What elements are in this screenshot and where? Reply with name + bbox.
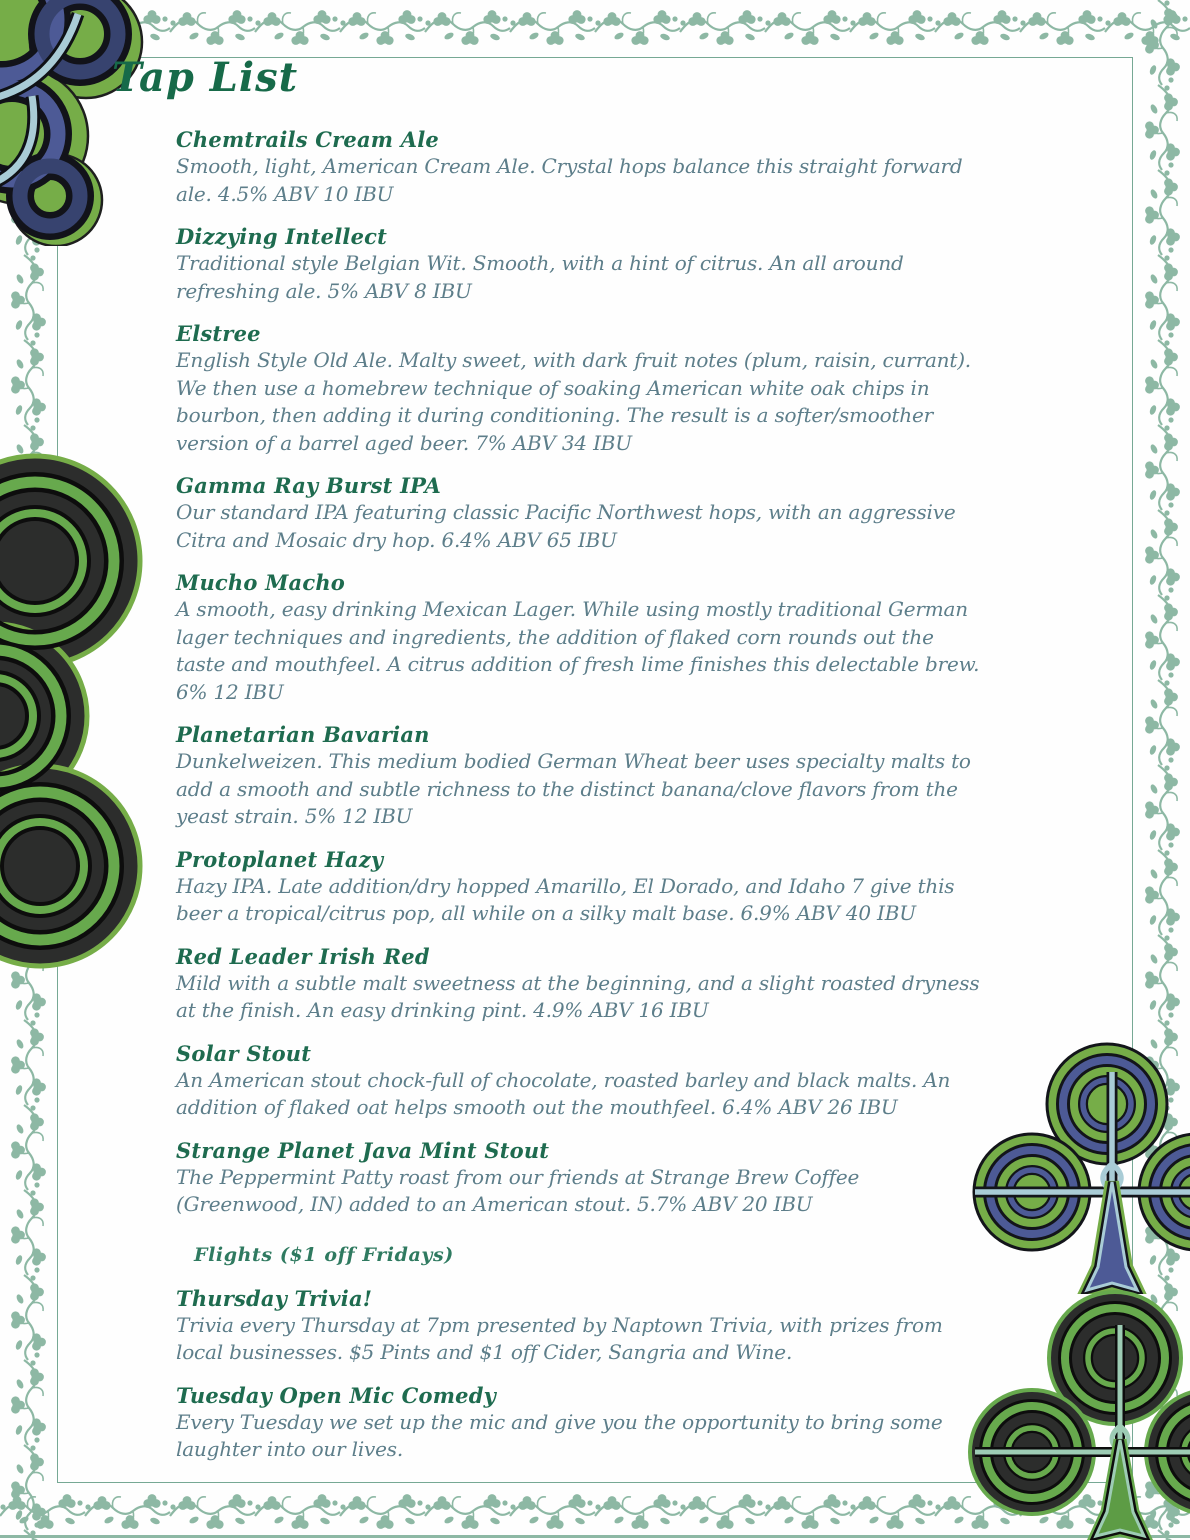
event-entry — [176, 1382, 982, 1464]
beer-name: Protoplanet Hazy — [176, 846, 384, 872]
beer-name: Mucho Macho — [176, 570, 346, 595]
page-title: Tap List — [112, 54, 299, 101]
event-description: Every Tuesday we set up the mic and give you the opportunity to bring some laughter into our lives. — [176, 1409, 943, 1461]
event-entry — [176, 1285, 982, 1367]
beer-name: Red Leader Irish Red — [176, 943, 430, 969]
event-name: Tuesday Open Mic Comedy — [176, 1382, 496, 1408]
celtic-knot-icon — [0, 0, 146, 246]
beer-description: Dunkelweizen. This medium bodied German Wheat beer uses specialty malts to add a smooth and subtle richness to the distinct banana/clove flavors from the yeast strain. 5% 12 IBU — [176, 749, 971, 828]
beer-name: Chemtrails Cream Ale — [176, 127, 439, 152]
beer-entry — [176, 223, 982, 305]
beer-name: Elstree — [176, 321, 261, 346]
beer-entry — [176, 320, 982, 457]
beer-entry — [176, 721, 982, 831]
beer-description: Smooth, light, American Cream Ale. Crystal hops balance this straight forward ale. 4.5% ABV 10 IBU — [176, 154, 963, 206]
beer-description: A smooth, easy drinking Mexican Lager. While using mostly traditional German lager techniques and ingredients, the addition of flaked corn rounds out the taste and mouthfeel. A citrus addition of fresh lime finishes this delectable brew. 6% 12 IBU — [176, 597, 980, 704]
beer-name: Strange Planet Java Mint Stout — [176, 1137, 550, 1163]
beer-entry — [176, 472, 982, 554]
beer-name: Dizzying Intellect — [176, 224, 388, 249]
beer-description: Hazy IPA. Late addition/dry hopped Amarillo, El Dorado, and Idaho 7 give this beer a tropical/citrus pop, all while on a silky malt base. 6.9% ABV 40 IBU — [176, 873, 955, 925]
beer-description: Traditional style Belgian Wit. Smooth, with a hint of citrus. An all around refreshing ale. 5% ABV 8 IBU — [176, 251, 904, 303]
event-description: Trivia every Thursday at 7pm presented by Naptown Trivia, with prizes from local businesses. $5 Pints and $1 off Cider, Sangria and Wine. — [176, 1312, 943, 1364]
beer-description: English Style Old Ale. Malty sweet, with dark fruit notes (plum, raisin, currant). We then use a homebrew technique of soaking American white oak chips in bourbon, then adding it during conditioning. The result is a softer/smoother version of a barrel aged beer. 7% ABV 34 IBU — [176, 348, 971, 455]
beer-entry — [176, 1040, 982, 1122]
beer-entry — [176, 1137, 982, 1219]
beer-description: An American stout chock-full of chocolate, roasted barley and black malts. An addition of flaked oat helps smooth out the mouthfeel. 6.4% ABV 26 IBU — [176, 1067, 951, 1119]
flights-note: Flights ($1 off Fridays) — [194, 1243, 454, 1266]
beer-entry — [176, 569, 982, 706]
beer-description: Mild with a subtle malt sweetness at the beginning, and a slight roasted dryness at the finish. An easy drinking pint. 4.9% ABV 16 IBU — [176, 970, 980, 1022]
beer-name: Planetarian Bavarian — [176, 722, 430, 747]
beer-list — [176, 126, 982, 1479]
beer-entry — [176, 943, 982, 1025]
shamrock-left-icon — [0, 446, 170, 971]
beer-entry — [176, 846, 982, 928]
beer-name: Gamma Ray Burst IPA — [176, 473, 442, 498]
beer-description: The Peppermint Patty roast from our friends at Strange Brew Coffee (Greenwood, IN) added to an American stout. 5.7% ABV 20 IBU — [176, 1164, 860, 1216]
beer-entry — [176, 126, 982, 208]
beer-description: Our standard IPA featuring classic Pacific Northwest hops, with an aggressive Citra and Mosaic dry hop. 6.4% ABV 65 IBU — [176, 500, 956, 552]
beer-name: Solar Stout — [176, 1040, 312, 1066]
vine-border-top-icon — [0, 8, 1190, 48]
event-name: Thursday Trivia! — [176, 1285, 373, 1311]
